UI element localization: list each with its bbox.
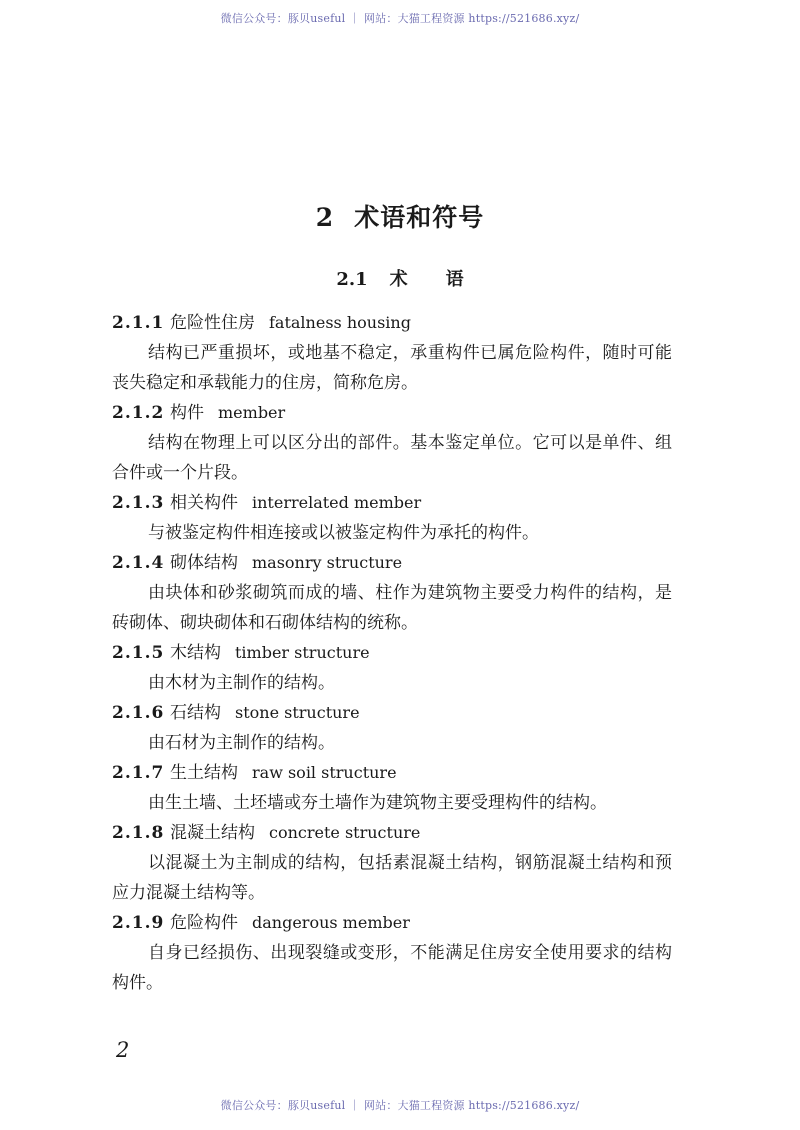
term-name-zh: 危险构件 xyxy=(170,913,238,933)
term-number: 2.1.1 xyxy=(112,313,165,333)
term-name-en: stone structure xyxy=(235,703,360,722)
term-number: 2.1.2 xyxy=(112,403,165,423)
term-name-en: timber structure xyxy=(235,643,370,662)
term-2-1-2 xyxy=(112,398,672,488)
term-name-en: member xyxy=(218,403,286,422)
chapter-title xyxy=(0,198,800,234)
term-2-1-7 xyxy=(112,758,672,818)
term-name-zh: 危险性住房 xyxy=(170,313,255,333)
term-number: 2.1.8 xyxy=(112,823,165,843)
chapter-title-text: 术语和符号 xyxy=(354,203,485,232)
term-2-1-6 xyxy=(112,698,672,758)
term-definition: 结构已严重损坏，或地基不稳定，承重构件已属危险构件，随时可能丧失稳定和承载能力的住房，简称危房。 xyxy=(112,343,672,393)
term-number: 2.1.7 xyxy=(112,763,165,783)
term-name-zh: 混凝土结构 xyxy=(170,823,255,843)
term-name-en: dangerous member xyxy=(252,913,410,932)
term-heading xyxy=(112,908,672,938)
term-name-en: interrelated member xyxy=(252,493,422,512)
term-heading xyxy=(112,698,672,728)
term-number: 2.1.4 xyxy=(112,553,165,573)
term-name-en: masonry structure xyxy=(252,553,403,572)
term-name-en: raw soil structure xyxy=(252,763,397,782)
section-title-part1: 术 xyxy=(389,269,408,290)
section-number: 2.1 xyxy=(336,269,368,290)
term-2-1-3 xyxy=(112,488,672,548)
term-name-zh: 生土结构 xyxy=(170,763,238,783)
term-number: 2.1.3 xyxy=(112,493,165,513)
term-heading xyxy=(112,398,672,428)
term-heading xyxy=(112,308,672,338)
watermark-top: 微信公众号：豚贝useful ｜ 网站：大猫工程资源 https://521686.xyz/ xyxy=(220,12,580,25)
term-heading xyxy=(112,548,672,578)
term-name-zh: 相关构件 xyxy=(170,493,238,513)
watermark-bottom: 微信公众号：豚贝useful ｜ 网站：大猫工程资源 https://521686.xyz/ xyxy=(220,1099,580,1112)
term-heading xyxy=(112,488,672,518)
term-definition: 由块体和砂浆砌筑而成的墙、柱作为建筑物主要受力构件的结构，是砖砌体、砌块砌体和石砌体结构的统称。 xyxy=(112,583,672,633)
term-definition: 由石材为主制作的结构。 xyxy=(148,733,335,753)
term-heading xyxy=(112,638,672,668)
term-2-1-1 xyxy=(112,308,672,398)
term-definition: 结构在物理上可以区分出的部件。基本鉴定单位。它可以是单件、组合件或一个片段。 xyxy=(112,433,672,483)
section-title-part2: 语 xyxy=(445,269,464,290)
term-definition: 由木材为主制作的结构。 xyxy=(148,673,335,693)
term-name-zh: 石结构 xyxy=(170,703,221,723)
term-2-1-4 xyxy=(112,548,672,638)
term-number: 2.1.5 xyxy=(112,643,165,663)
term-name-en: fatalness housing xyxy=(269,313,411,332)
chapter-number: 2 xyxy=(315,203,335,232)
term-definition: 自身已经损伤、出现裂缝或变形，不能满足住房安全使用要求的结构构件。 xyxy=(112,943,672,993)
term-2-1-5 xyxy=(112,638,672,698)
page-number: 2 xyxy=(116,1038,130,1062)
term-definition: 由生土墙、土坯墙或夯土墙作为建筑物主要受理构件的结构。 xyxy=(148,793,607,813)
term-name-zh: 构件 xyxy=(170,403,204,423)
term-definition: 与被鉴定构件相连接或以被鉴定构件为承托的构件。 xyxy=(148,523,539,543)
term-2-1-9 xyxy=(112,908,672,998)
term-name-en: concrete structure xyxy=(269,823,421,842)
terms-list xyxy=(112,308,672,998)
term-definition: 以混凝土为主制成的结构，包括素混凝土结构，钢筋混凝土结构和预应力混凝土结构等。 xyxy=(112,853,672,903)
term-heading xyxy=(112,818,672,848)
term-number: 2.1.6 xyxy=(112,703,165,723)
term-2-1-8 xyxy=(112,818,672,908)
term-name-zh: 砌体结构 xyxy=(170,553,238,573)
term-name-zh: 木结构 xyxy=(170,643,221,663)
section-title xyxy=(0,265,800,291)
term-heading xyxy=(112,758,672,788)
term-number: 2.1.9 xyxy=(112,913,165,933)
